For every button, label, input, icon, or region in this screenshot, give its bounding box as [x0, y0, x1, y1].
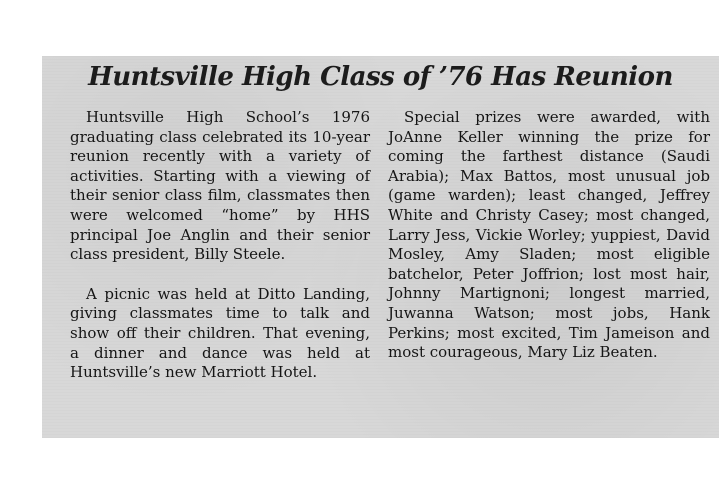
article-paragraph: Special prizes were awarded, with JoAnne Keller winning the prize for coming the farthest distance (Saudi Arabia); Max Battos, most unusual job (game warden); least changed, Jeffrey White and Christy Casey; most changed, Larry Jess, Vickie Worley; yuppiest, David Mosley, Amy Sladen; most eligible batchelor, Peter Joffrion; lost most hair, Johnny Martignoni; longest married, Juwanna Watson; most jobs, Hank Perkins; most excited, Tim Jameison and most courageous, Mary Liz Beaten.: [388, 108, 710, 362]
article-column-right: [388, 108, 710, 363]
newspaper-clipping: [42, 56, 719, 438]
article-column-left: [70, 108, 370, 383]
article-headline: Huntsville High Class of ’76 Has Reunion: [88, 62, 673, 92]
article-paragraph: A picnic was held at Ditto Landing, giving classmates time to talk and show off their children. That evening, a dinner and dance was held at Huntsville’s new Marriott Hotel.: [70, 284, 370, 382]
article-paragraph: Huntsville High School’s 1976 graduating class celebrated its 10-year reunion recently with a variety of activities. Starting with a viewing of their senior class film, classmates then were welcomed “home” by HHS principal Joe Anglin and their senior class president, Billy Steele.: [70, 108, 370, 264]
